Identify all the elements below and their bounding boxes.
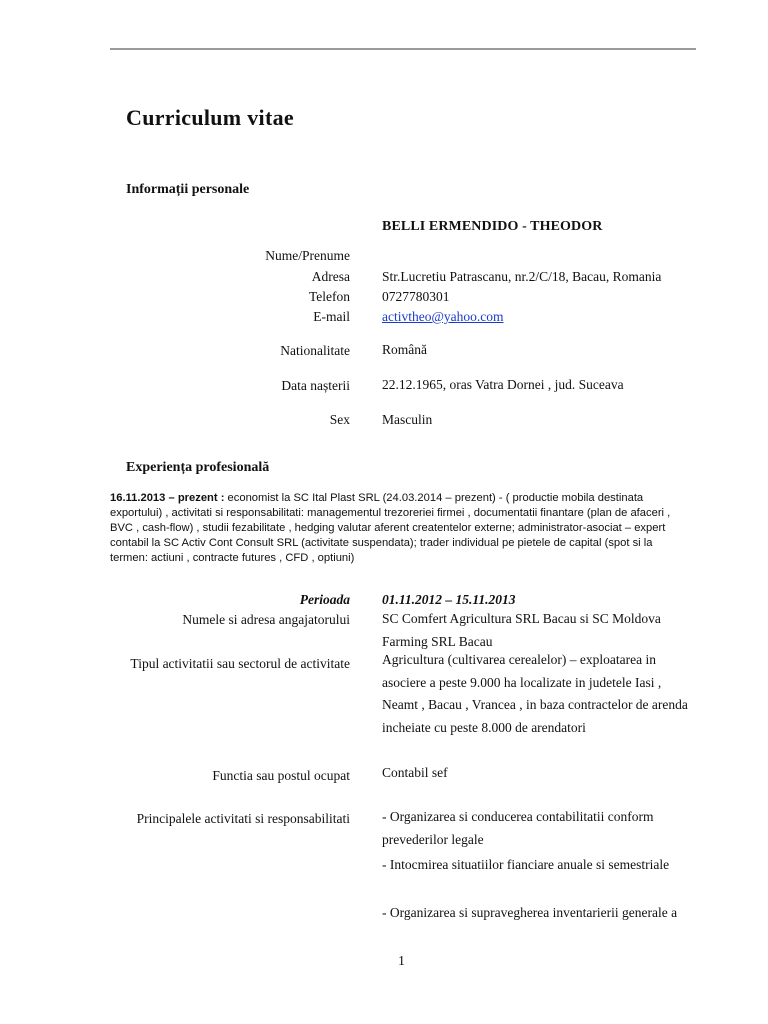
activities-label: Principalele activitati si responsabilitati (136, 811, 350, 826)
birth-value: 22.12.1965, oras Vatra Dornei , jud. Suceava (382, 377, 624, 392)
page-number: 1 (398, 954, 405, 969)
header-rule (110, 48, 696, 50)
nationality-label: Nationalitate (280, 343, 350, 358)
birth-label: Data nașterii (281, 378, 350, 393)
activity-item: - Intocmirea situatiilor fianciare anuale si semestriale (382, 857, 670, 872)
position-value: Contabil sef (382, 765, 448, 780)
current-job-text: economist la SC Ital Plast SRL (24.03.2014 – prezent) - ( productie mobila destinata exportului) , activitati si responsabilitati: managementul trezoreriei firmei , documentatii finantare (plan de afaceri , BVC , cash-flow) , studii fezabilitate , hedging valutar aferent createntelor externe; administrator-asociat – expert contabil la SC Activ Cont Consult SRL (activitate suspendata); trader individual pe pietele de capital (spot si la termen: actiuni , contracte futures , CFD , optiuni) (110, 492, 671, 564)
current-job-summary (110, 491, 690, 566)
phone-label: Telefon (308, 289, 350, 304)
section-heading-experience: Experiența profesională (126, 460, 270, 475)
address-value: Str.Lucretiu Patrascanu, nr.2/C/18, Bacau, Romania (382, 269, 662, 284)
period-value: 01.11.2012 – 15.11.2013 (382, 592, 516, 607)
email-label: E-mail (313, 309, 350, 324)
document-title: Curriculum vitae (126, 105, 294, 130)
phone-value: 0727780301 (382, 289, 450, 304)
employer-value: SC Comfert Agricultura SRL Bacau si SC Moldova Farming SRL Bacau (382, 611, 661, 649)
address-label: Adresa (311, 269, 350, 284)
sector-value: Agricultura (cultivarea cerealelor) – exploatarea in asociere a peste 9.000 ha localizate in judetele Iasi , Neamt , Bacau , Vrancea , in baza contractelor de arenda incheiate cu peste 8.000 de arendatori (382, 652, 688, 735)
current-job-date: 16.11.2013 – prezent : (110, 492, 225, 504)
full-name: BELLI ERMENDIDO - THEODOR (382, 219, 603, 234)
email-link[interactable]: activtheo@yahoo.com (382, 309, 504, 324)
position-label: Functia sau postul ocupat (212, 768, 350, 783)
name-label: Nume/Prenume (265, 248, 350, 263)
activity-item: - Organizarea si conducerea contabilitatii conform prevederilor legale (382, 809, 654, 847)
sex-label: Sex (329, 412, 350, 427)
nationality-value: Română (382, 342, 427, 357)
activity-item: - Organizarea si supravegherea inventarierii generale a (382, 905, 678, 920)
section-heading-personal: Informații personale (126, 182, 250, 197)
sex-value: Masculin (382, 412, 433, 427)
employer-label: Numele si adresa angajatorului (182, 612, 350, 627)
period-label: Perioada (299, 592, 350, 607)
sector-label: Tipul activitatii sau sectorul de activitate (130, 656, 350, 671)
